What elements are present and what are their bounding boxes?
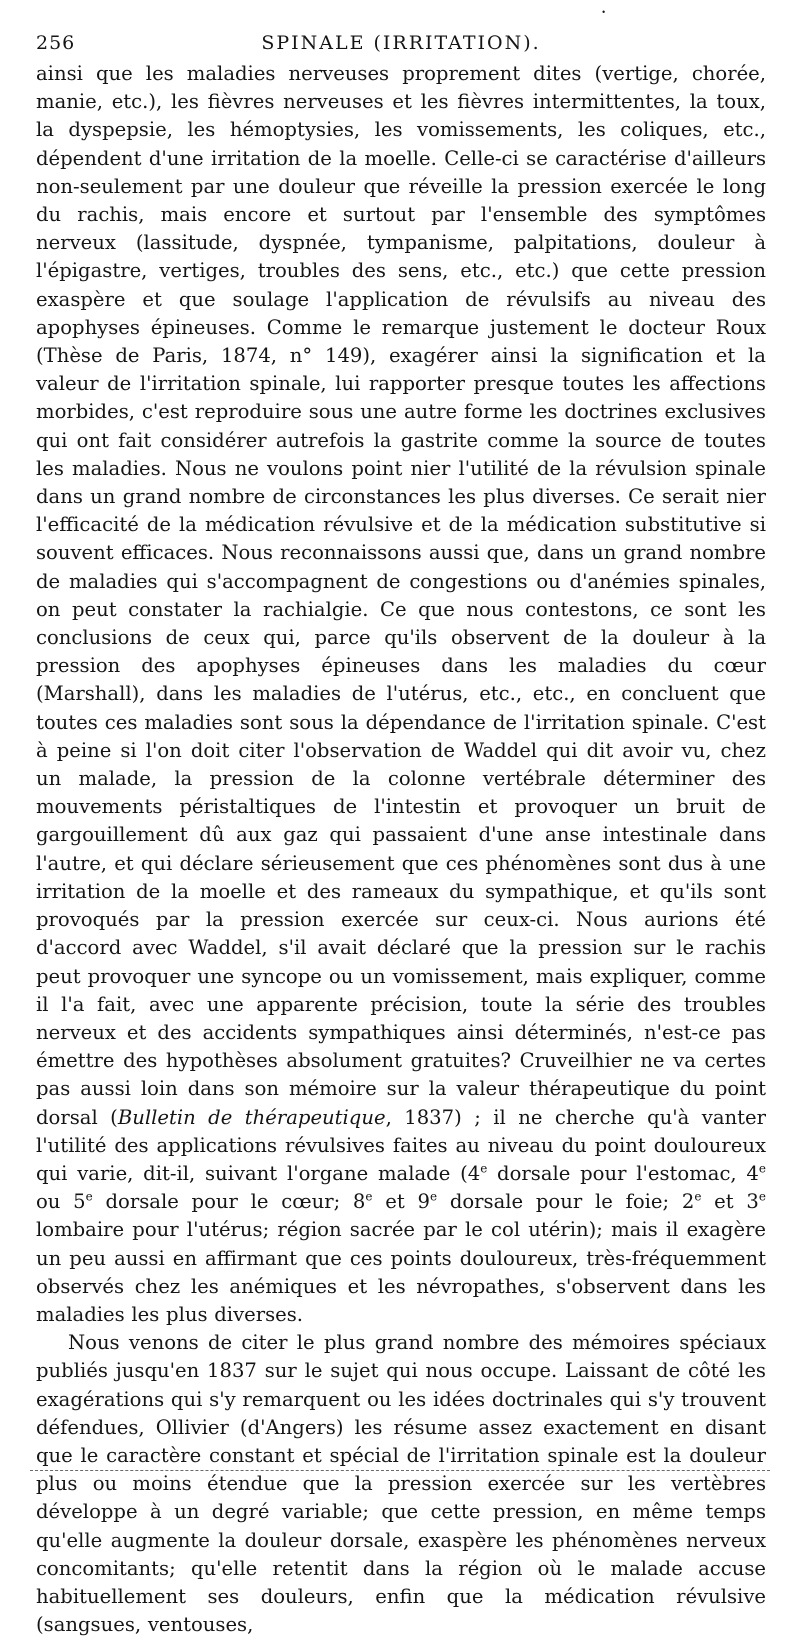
paragraph — [36, 1329, 766, 1639]
text-segment: Nous venons de citer le plus grand nombre des mémoires spéciaux publiés jusqu'en 1837 sur le sujet qui nous occupe. Laissant de côté les exagérations qui s'y remarquent ou les idées doctrinales qui s'y trouvent défendues, Ollivier (d'Angers) les résume assez exactement en disant que le caractère constant et spécial de l'irritation spinale est la douleur plus ou moins étendue que la pression exercée sur les vertèbres développe à un degré variable; que cette pression, en même temps qu'elle augmente la douleur dorsale, exaspère les phénomènes nerveux concomitants; qu'elle retentit dans la région où le malade accuse habituellement ses douleurs, enfin que la médication révulsive (sangsues, ventouses, — [36, 1331, 766, 1637]
page-number: 256 — [36, 32, 76, 54]
ordinal-superscript: e — [758, 1189, 766, 1204]
ordinal-superscript: e — [85, 1189, 93, 1204]
paragraph — [36, 60, 766, 1329]
running-header — [36, 8, 766, 60]
ordinal-superscript: e — [429, 1189, 438, 1204]
text-segment: lombaire pour l'utérus; région sacrée par le col utérin); mais il exagère un peu aussi en affirmant que ces points douloureux, très-fréquemment observés chez les anémiques et les névropathes, s'observent dans les maladies les plus diverses. — [36, 1218, 766, 1326]
text-segment: et 9 — [372, 1190, 430, 1214]
text-segment: , 1837) ; il ne cherche qu'à vanter l'utilité des applications révulsives faites au niveau du point douloureux qui varie, dit-il, suivant l'organe malade (4 — [36, 1105, 766, 1185]
running-title: SPINALE (IRRITATION). — [261, 32, 541, 54]
text-segment: dorsale pour le foie; 2 — [437, 1190, 695, 1214]
stray-ink-mark: • — [601, 8, 606, 17]
text-segment: dorsale pour le cœur; 8 — [92, 1190, 366, 1214]
ordinal-superscript: e — [480, 1161, 488, 1176]
italic-citation: Bulletin de thérapeutique — [117, 1105, 386, 1129]
text-segment: ou 5 — [36, 1190, 86, 1214]
text-segment: dorsale pour l'estomac, 4 — [487, 1161, 759, 1185]
bottom-dashed-rule — [30, 1470, 770, 1471]
text-segment: et 3 — [701, 1190, 759, 1214]
body-text — [36, 60, 766, 1639]
ordinal-superscript: e — [365, 1189, 373, 1204]
ordinal-superscript: e — [694, 1189, 702, 1204]
text-segment: ainsi que les maladies nerveuses proprement dites (vertige, chorée, manie, etc.), les fièvres nerveuses et les fièvres intermittentes, la toux, la dyspepsie, les hémoptysies, les vomissements, les coliques, etc., dépendent d'une irritation de la moelle. Celle-ci se caractérise d'ailleurs non-seulement par une douleur que réveille la pression exercée le long du rachis, mais encore et surtout par l'ensemble des symptômes nerveux (lassitude, dyspnée, tympanisme, palpitations, douleur à l'épigastre, vertiges, troubles des sens, etc., etc.) que cette pression exaspère et que soulage l'application de révulsifs au niveau des apophyses épineuses. Comme le remarque justement le docteur Roux (Thèse de Paris, 1874, n° 149), exagérer ainsi la signification et la valeur de l'irritation spinale, lui rapporter presque toutes les affections morbides, c'est reproduire sous une autre forme les doctrines exclusives qui ont fait considérer autrefois la gastrite comme la source de toutes les maladies. Nous ne voulons point nier l'utilité de la révulsion spinale dans un grand nombre de circonstances les plus diverses. Ce serait nier l'efficacité de la médication révulsive et de la médication substitutive si souvent efficaces. Nous reconnaissons aussi que, dans un grand nombre de maladies qui s'accompagnent de congestions ou d'anémies spinales, on peut constater la rachialgie. Ce que nous contestons, ce sont les conclusions de ceux qui, parce qu'ils observent de la douleur à la pression des apophyses épineuses dans les maladies du cœur (Marshall), dans les maladies de l'utérus, etc., etc., en concluent que toutes ces maladies sont sous la dépendance de l'irritation spinale. C'est à peine si l'on doit citer l'observation de Waddel qui dit avoir vu, chez un malade, la pression de la colonne vertébrale déterminer des mouvements péristaltiques de l'intestin et provoquer un bruit de gargouillement dû aux gaz qui passaient d'une anse intestinale dans l'autre, et qui déclare sérieusement que ces phénomènes sont dus à une irritation de la moelle et des rameaux du sympathique, et qu'ils sont provoqués par la pression exercée sur ceux-ci. Nous aurions été d'accord avec Waddel, s'il avait déclaré que la pression sur le rachis peut provoquer une syncope ou un vomissement, mais expliquer, comme il l'a fait, avec une apparente précision, toute la série des troubles nerveux et des accidents sympathiques ainsi déterminés, n'est-ce pas émettre des hypothèses absolument gratuites? Cruveilhier ne va certes pas aussi loin dans son mémoire sur la valeur thérapeutique du point dorsal ( — [36, 62, 766, 1129]
ordinal-superscript: e — [758, 1161, 766, 1176]
